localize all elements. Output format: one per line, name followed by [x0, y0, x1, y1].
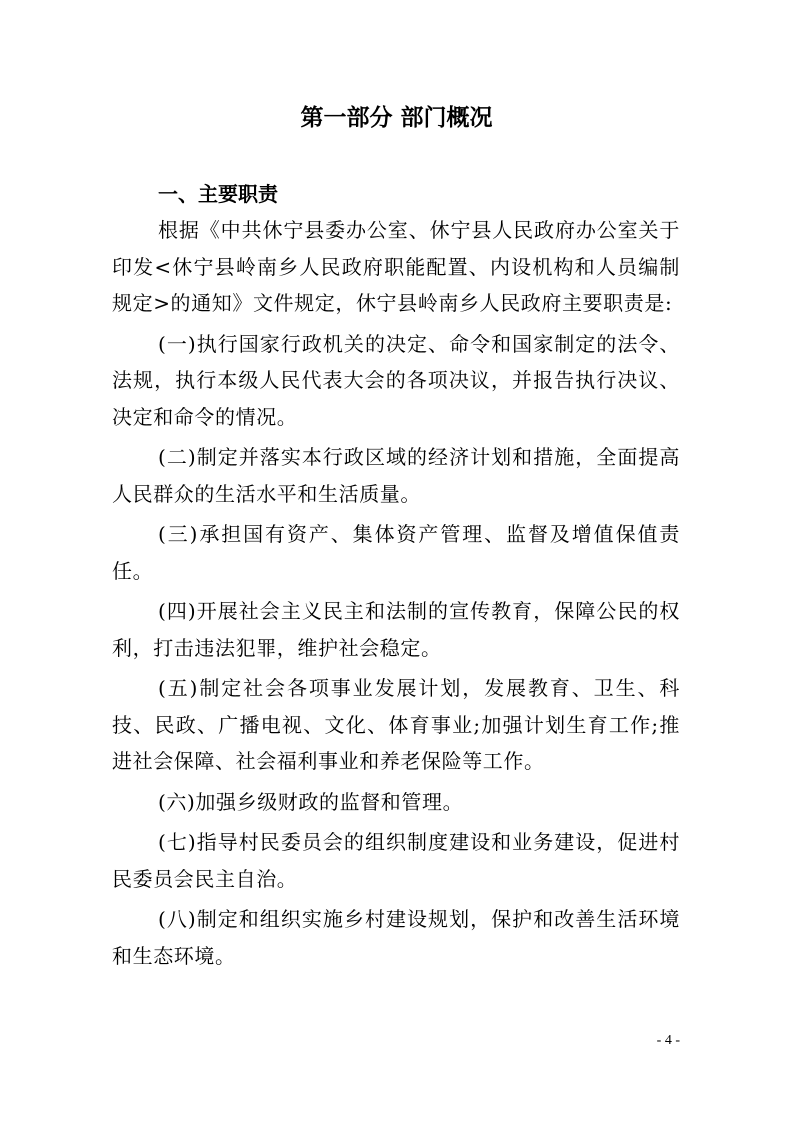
page-number: - 4 -: [656, 1033, 680, 1048]
paragraph-duty-4: (四)开展社会主义民主和法制的宣传教育，保障公民的权利，打击违法犯罪，维护社会稳定。: [112, 599, 680, 660]
paragraph-intro: 根据《中共休宁县委办公室、休宁县人民政府办公室关于印发<休宁县岭南乡人民政府职能配置、内设机构和人员编制规定>的通知》文件规定，休宁县岭南乡人民政府主要职责是:: [112, 218, 680, 315]
paragraph-duty-1: (一)执行国家行政机关的决定、命令和国家制定的法令、法规，执行本级人民代表大会的各项决议，并报告执行决议、决定和命令的情况。: [112, 331, 680, 429]
page-title: 第一部分 部门概况: [300, 105, 493, 131]
document-body: [112, 212, 680, 974]
paragraph-duty-8: (八)制定和组织实施乡村建设规划，保护和改善生活环境和生态环境。: [112, 907, 680, 968]
section-heading: 一、主要职责: [158, 182, 278, 206]
paragraph-duty-7: (七)指导村民委员会的组织制度建设和业务建设，促进村民委员会民主自治。: [112, 830, 680, 891]
paragraph-duty-3: (三)承担国有资产、集体资产管理、监督及增值保值责任。: [112, 522, 680, 583]
paragraph-duty-2: (二)制定并落实本行政区域的经济计划和措施，全面提高人民群众的生活水平和生活质量。: [112, 445, 680, 506]
paragraph-duty-5: (五)制定社会各项事业发展计划，发展教育、卫生、科技、民政、广播电视、文化、体育事业;加强计划生育工作;推进社会保障、社会福利事业和养老保险等工作。: [112, 676, 680, 773]
paragraph-duty-6: (六)加强乡级财政的监督和管理。: [158, 789, 464, 814]
